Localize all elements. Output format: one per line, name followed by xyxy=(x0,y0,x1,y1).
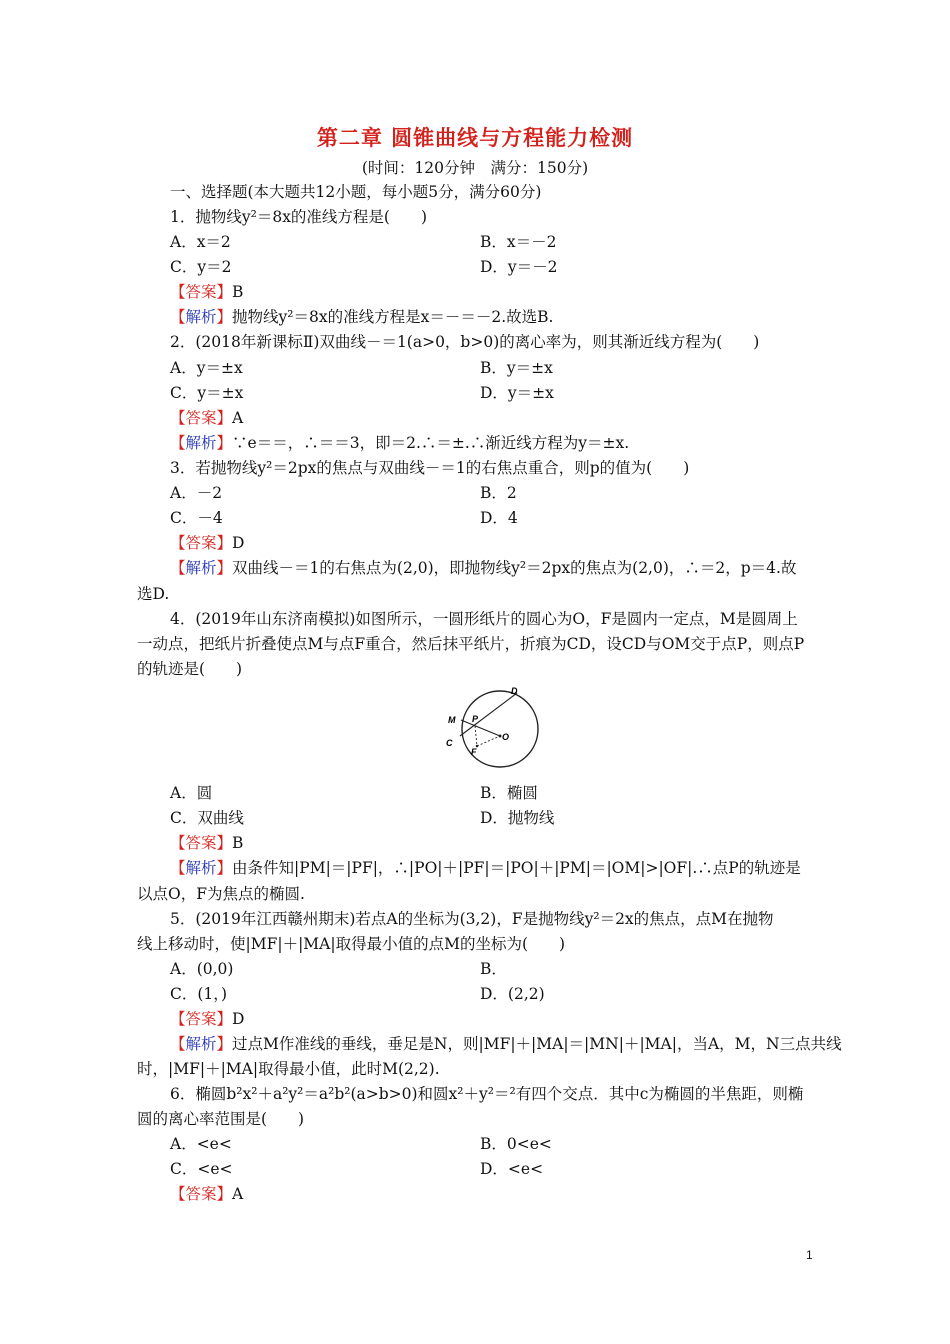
q2-option-c: C．y＝±x xyxy=(170,384,244,402)
q3-option-d: D．4 xyxy=(480,509,518,527)
q1-stem: 1．抛物线y²＝8x的准线方程是( ) xyxy=(170,208,428,226)
q5-option-b: B． xyxy=(480,960,507,978)
page-title: 第二章 圆锥曲线与方程能力检测 xyxy=(316,126,634,150)
q2-answer-value: A xyxy=(232,409,244,427)
answer-label: 答案 xyxy=(185,1010,217,1028)
q2-option-d: D．y＝±x xyxy=(480,384,554,402)
q1-option-c: C．y＝2 xyxy=(170,258,232,276)
segment-om xyxy=(461,720,500,736)
answer-label: 答案 xyxy=(185,534,217,552)
label-p: P xyxy=(472,714,479,724)
q4-stem-line2: 一动点，把纸片折叠使点M与点F重合，然后抹平纸片，折痕为CD，设CD与OM交于点P，则点P xyxy=(137,635,805,653)
q1-option-b: B．x＝－2 xyxy=(480,233,557,251)
q1-option-d: D．y＝－2 xyxy=(480,258,558,276)
answer-label: 答案 xyxy=(185,834,217,852)
answer-label: 答案 xyxy=(185,409,217,427)
q6-option-c: C．<e< xyxy=(170,1160,233,1178)
label-c: C xyxy=(446,738,453,748)
crease-cd xyxy=(460,693,517,736)
q2-answer: 【答案】A xyxy=(170,409,244,427)
page-number: 1 xyxy=(806,1248,813,1262)
segment-fo xyxy=(477,736,500,746)
analysis-label: 解析 xyxy=(185,308,217,326)
q2-stem: 2．(2018年新课标Ⅱ)双曲线－＝1(a>0，b>0)的离心率为，则其渐近线方程为( ) xyxy=(170,333,760,351)
q4-answer-value: B xyxy=(232,834,244,852)
q1-answer-value: B xyxy=(232,283,244,301)
q3-stem: 3．若抛物线y²＝2px的焦点与双曲线－＝1的右焦点重合，则p的值为( ) xyxy=(170,459,690,477)
label-o: O xyxy=(502,732,510,742)
q3-answer-value: D xyxy=(232,534,245,552)
q1-analysis: 【解析】抛物线y²＝8x的准线方程是x＝－＝－2.故选B. xyxy=(170,308,554,326)
section-heading: 一、选择题(本大题共12小题，每小题5分，满分60分) xyxy=(170,183,542,201)
q6-answer-value: A xyxy=(232,1185,244,1203)
q5-option-a: A．(0,0) xyxy=(170,960,234,978)
q3-answer: 【答案】D xyxy=(170,534,245,552)
analysis-label: 解析 xyxy=(185,434,217,452)
q2-analysis-text: ∵e＝＝，∴＝＝3，即＝2.∴＝±.∴渐近线方程为y＝±x. xyxy=(232,434,630,452)
q1-analysis-text: 抛物线y²＝8x的准线方程是x＝－＝－2.故选B. xyxy=(232,308,554,326)
q5-stem-line2: 线上移动时，使|MF|＋|MA|取得最小值的点M的坐标为( ) xyxy=(137,935,566,953)
answer-label: 答案 xyxy=(185,283,217,301)
q5-answer-value: D xyxy=(232,1010,245,1028)
q1-answer: 【答案】B xyxy=(170,283,244,301)
q5-analysis: 【解析】过点M作准线的垂线，垂足是N，则|MF|＋|MA|＝|MN|＋|MA|，当A，M，N三点共线 xyxy=(170,1035,842,1053)
q5-option-d: D．(2,2) xyxy=(480,985,545,1003)
label-f: F xyxy=(471,747,477,757)
q4-answer: 【答案】B xyxy=(170,834,244,852)
q5-answer: 【答案】D xyxy=(170,1010,245,1028)
label-d: D xyxy=(511,686,518,696)
q6-answer: 【答案】A xyxy=(170,1185,244,1203)
q6-option-a: A．<e< xyxy=(170,1135,232,1153)
q3-option-b: B．2 xyxy=(480,484,517,502)
q5-option-c: C．(1，) xyxy=(170,985,228,1003)
q5-stem-line1: 5．(2019年江西赣州期末)若点A的坐标为(3,2)，F是抛物线y²＝2x的焦点，点M在抛物 xyxy=(170,910,774,928)
segment-pf xyxy=(475,726,477,746)
q1-option-a: A．x＝2 xyxy=(170,233,231,251)
label-m: M xyxy=(448,715,456,725)
q3-analysis: 【解析】双曲线－＝1的右焦点为(2,0)，即抛物线y²＝2px的焦点为(2,0)，∴＝2，p＝4.故 xyxy=(170,559,797,577)
q6-option-d: D．<e< xyxy=(480,1160,544,1178)
q4-stem-line1: 4．(2019年山东济南模拟)如图所示，一圆形纸片的圆心为O，F是圆内一定点，M是圆周上 xyxy=(170,610,798,628)
q3-analysis-cont: 选D. xyxy=(137,585,170,603)
circle-fold-figure xyxy=(440,685,550,775)
q5-analysis-text: 过点M作准线的垂线，垂足是N，则|MF|＋|MA|＝|MN|＋|MA|，当A，M，N三点共线 xyxy=(232,1035,842,1053)
q2-analysis: 【解析】∵e＝＝，∴＝＝3，即＝2.∴＝±.∴渐近线方程为y＝±x. xyxy=(170,434,630,452)
q4-analysis-cont: 以点O，F为焦点的椭圆. xyxy=(137,885,305,903)
q6-stem-line2: 圆的离心率范围是( ) xyxy=(137,1110,305,1128)
q3-option-a: A．－2 xyxy=(170,484,223,502)
analysis-label: 解析 xyxy=(185,859,217,877)
answer-label: 答案 xyxy=(185,1185,217,1203)
analysis-label: 解析 xyxy=(185,1035,217,1053)
q4-option-c: C．双曲线 xyxy=(170,809,244,827)
exam-info: (时间：120分钟 满分：150分) xyxy=(361,159,589,177)
q6-option-b: B．0<e< xyxy=(480,1135,552,1153)
q4-option-d: D．抛物线 xyxy=(480,809,555,827)
q4-option-a: A．圆 xyxy=(170,784,213,802)
q4-analysis: 【解析】由条件知|PM|＝|PF|，∴|PO|＋|PF|＝|PO|＋|PM|＝|OM|>|OF|.∴点P的轨迹是 xyxy=(170,859,801,877)
analysis-label: 解析 xyxy=(185,559,217,577)
q5-analysis-cont: 时，|MF|＋|MA|取得最小值，此时M(2,2). xyxy=(137,1060,440,1078)
q4-option-b: B．椭圆 xyxy=(480,784,538,802)
q3-option-c: C．－4 xyxy=(170,509,223,527)
q3-analysis-text: 双曲线－＝1的右焦点为(2,0)，即抛物线y²＝2px的焦点为(2,0)，∴＝2，p＝4.故 xyxy=(232,559,797,577)
q2-option-b: B．y＝±x xyxy=(480,359,553,377)
q4-stem-line3: 的轨迹是( ) xyxy=(137,660,243,678)
q4-analysis-text: 由条件知|PM|＝|PF|，∴|PO|＋|PF|＝|PO|＋|PM|＝|OM|>|OF|.∴点P的轨迹是 xyxy=(232,859,801,877)
q6-stem-line1: 6．椭圆b²x²＋a²y²＝a²b²(a>b>0)和圆x²＋y²＝²有四个交点．其中c为椭圆的半焦距，则椭 xyxy=(170,1085,804,1103)
q2-option-a: A．y＝±x xyxy=(170,359,243,377)
